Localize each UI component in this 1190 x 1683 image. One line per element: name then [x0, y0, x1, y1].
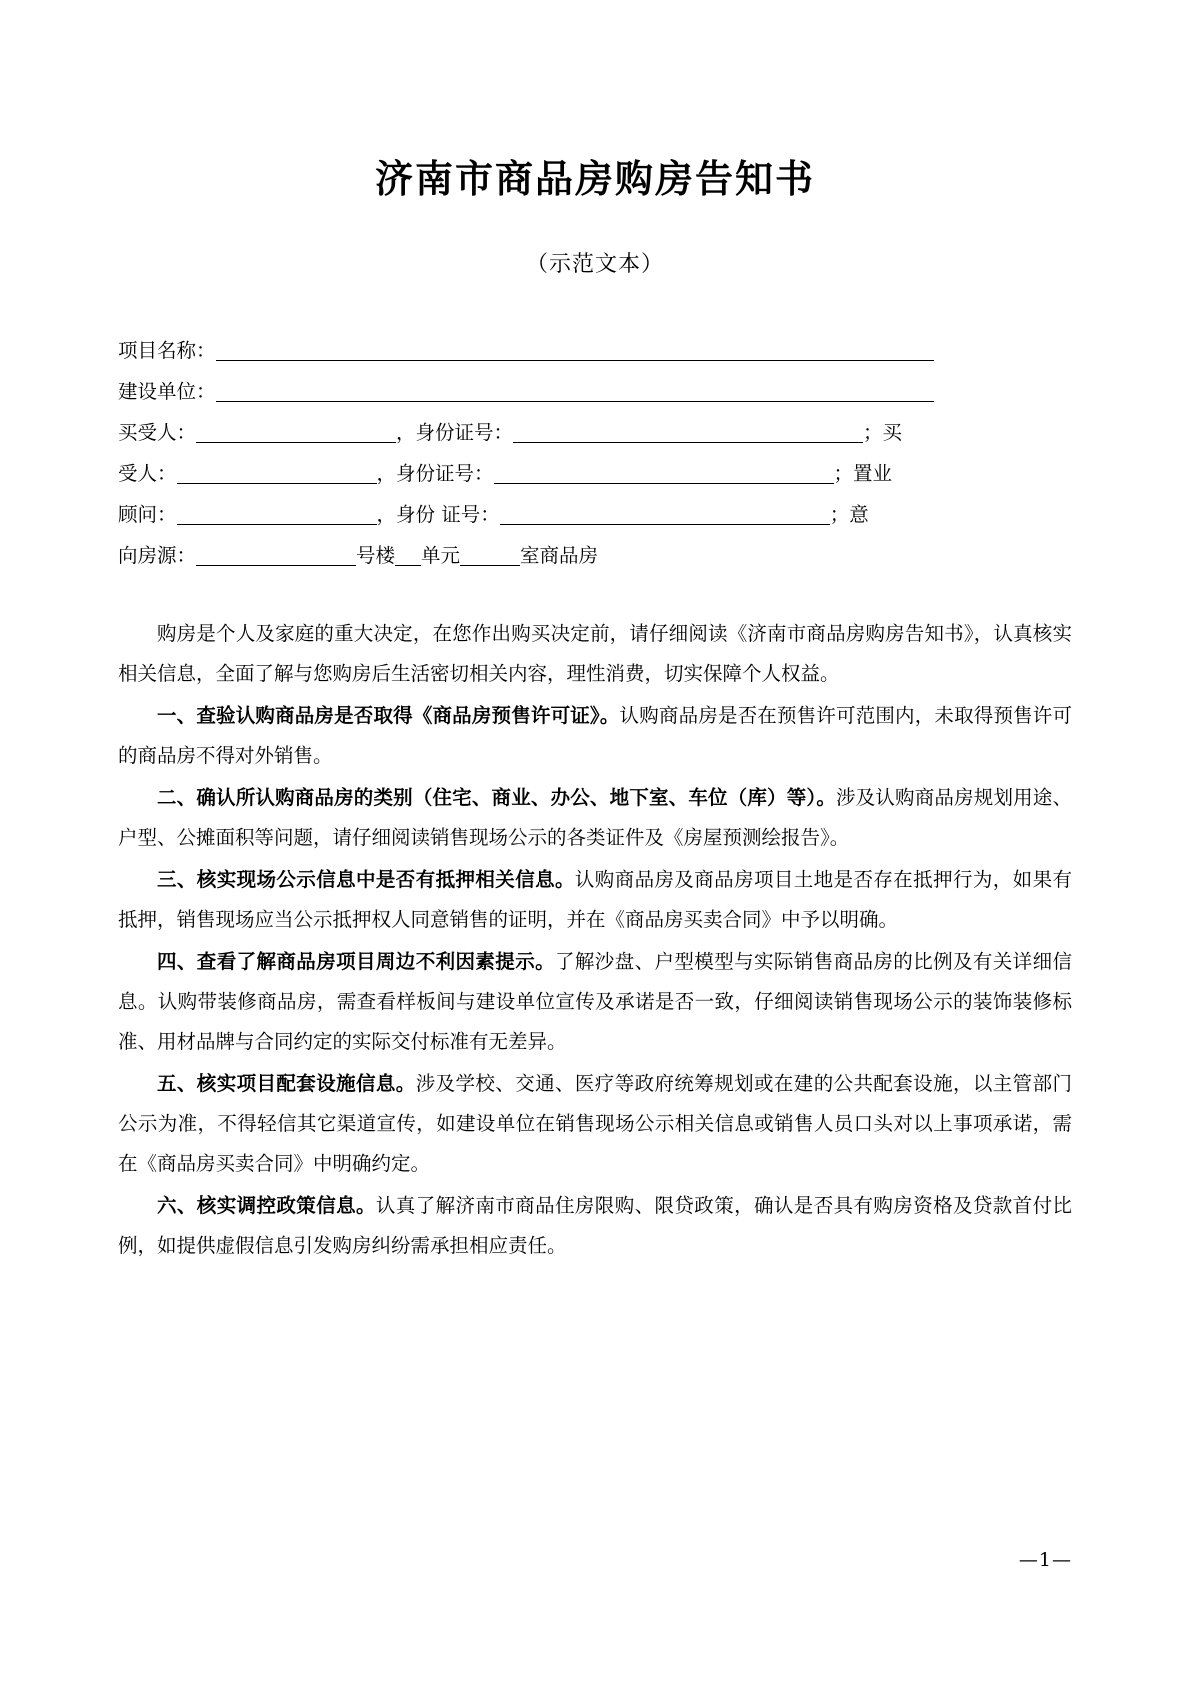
paragraph-item-2: [118, 778, 1072, 858]
paragraph-intro: [118, 614, 1072, 694]
field-developer: [118, 371, 1072, 412]
paragraph-item-6-run-0: 六、核实调控政策信息。: [157, 1194, 376, 1217]
field-buyer-2: [118, 453, 1072, 494]
project-name-input[interactable]: [216, 338, 934, 361]
field-project-name: [118, 330, 1072, 371]
buyer-id-input[interactable]: [513, 420, 863, 443]
paragraph-item-1-run-0: 一、查验认购商品房是否取得《商品房预售许可证》。: [157, 704, 620, 727]
buyer2-row-suffix: ；置业: [833, 462, 893, 485]
building-no-input[interactable]: [196, 543, 356, 566]
buyer2-id-label: ，身份证号：: [376, 462, 494, 485]
paragraph-item-5-run-0: 五、核实项目配套设施信息。: [157, 1072, 416, 1095]
paragraph-item-1-run-1: 认购商品房是否在预售许可范围内，未取得预售许可的商品房不得对外销售。: [118, 704, 1072, 767]
page-subtitle: （示范文本）: [525, 252, 664, 277]
paragraph-item-5: [118, 1064, 1072, 1184]
paragraph-item-2-run-1: 涉及认购商品房规划用途、户型、公摊面积等问题，请仔细阅读销售现场公示的各类证件及《房屋预测绘报告》。: [118, 786, 1072, 849]
paragraph-item-5-run-1: 涉及学校、交通、医疗等政府统筹规划或在建的公共配套设施，以主管部门公示为准，不得轻信其它渠道宣传，如建设单位在销售现场公示相关信息或销售人员口头对以上事项承诺，需在《商品房买卖合同》中明确约定。: [118, 1072, 1072, 1175]
paragraph-item-6: [118, 1186, 1072, 1266]
paragraph-item-2-run-0: 二、确认所认购商品房的类别（住宅、商业、办公、地下室、车位（库）等）。: [157, 786, 837, 809]
page-title: 济南市商品房购房告知书: [374, 156, 815, 201]
developer-input[interactable]: [216, 379, 934, 402]
paragraph-item-4-run-0: 四、查看了解商品房项目周边不利因素提示。: [157, 950, 555, 973]
paragraph-item-1: [118, 696, 1072, 776]
field-consultant: [118, 494, 1072, 535]
paragraph-item-3: [118, 860, 1072, 940]
paragraph-intro-run-0: 购房是个人及家庭的重大决定，在您作出购买决定前，请仔细阅读《济南市商品房购房告知书》，认真核实相关信息，全面了解与您购房后生活密切相关内容，理性消费，切实保障个人权益。: [118, 622, 1072, 685]
paragraph-item-3-run-1: 认购商品房及商品房项目土地是否存在抵押行为，如果有抵押，销售现场应当公示抵押权人同意销售的证明，并在《商品房买卖合同》中予以明确。: [118, 868, 1072, 931]
paragraph-item-4: [118, 942, 1072, 1062]
consultant-id-label: ，身份 证号：: [376, 503, 500, 526]
document-body: [118, 614, 1072, 1266]
room-no-suffix: 室商品房: [520, 544, 599, 567]
buyer2-label: 受人：: [118, 462, 177, 485]
consultant-id-input[interactable]: [500, 502, 830, 525]
unit-no-input[interactable]: [395, 543, 421, 566]
buyer-row-suffix: ；买: [863, 421, 903, 444]
unit-no-suffix: 单元: [421, 544, 461, 567]
consultant-name-input[interactable]: [177, 502, 377, 525]
paragraph-item-4-run-1: 了解沙盘、户型模型与实际销售商品房的比例及有关详细信息。认购带装修商品房，需查看样板间与建设单位宣传及承诺是否一致，仔细阅读销售现场公示的装饰装修标准、用材品牌与合同约定的实际交付标准有无差异。: [118, 950, 1072, 1053]
buyer-id-label: ，身份证号：: [396, 421, 514, 444]
room-no-input[interactable]: [460, 543, 520, 566]
form-fields: [118, 330, 1072, 576]
project-name-label: 项目名称：: [118, 339, 216, 362]
paragraph-item-6-run-1: 认真了解济南市商品住房限购、限贷政策，确认是否具有购房资格及贷款首付比例，如提供虚假信息引发购房纠纷需承担相应责任。: [118, 1194, 1072, 1257]
buyer2-id-input[interactable]: [494, 461, 834, 484]
building-no-suffix: 号楼: [356, 544, 396, 567]
buyer-label: 买受人：: [118, 421, 197, 444]
field-buyer-1: [118, 412, 1072, 453]
field-housing-source: [118, 535, 1072, 576]
developer-label: 建设单位：: [118, 380, 216, 403]
page-number: —1—: [1018, 1549, 1072, 1571]
housing-source-label: 向房源：: [118, 544, 197, 567]
paragraph-item-3-run-0: 三、核实现场公示信息中是否有抵押相关信息。: [157, 868, 575, 891]
buyer2-name-input[interactable]: [177, 461, 377, 484]
consultant-label: 顾问：: [118, 503, 177, 526]
buyer-name-input[interactable]: [196, 420, 396, 443]
consultant-row-suffix: ；意: [829, 503, 869, 526]
